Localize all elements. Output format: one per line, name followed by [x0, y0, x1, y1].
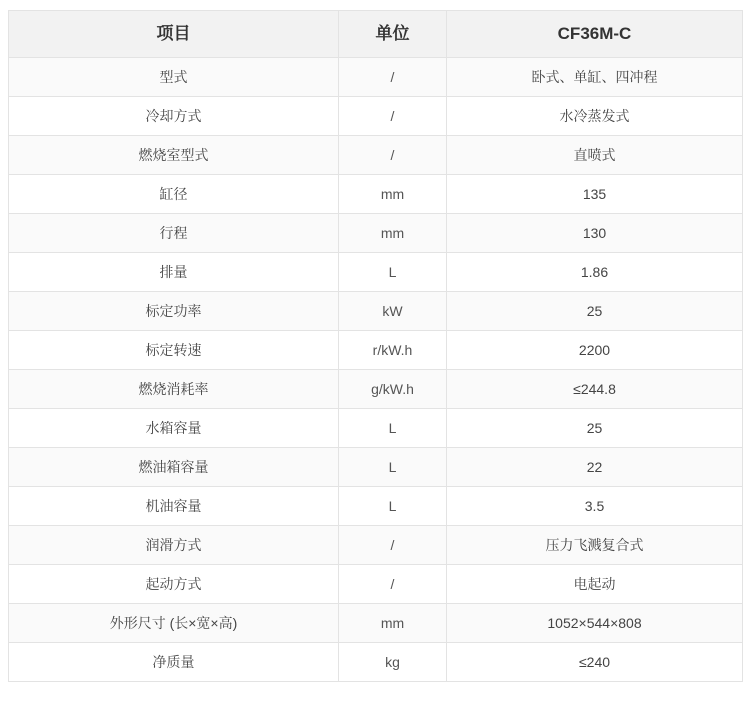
- cell-value: ≤240: [447, 643, 743, 682]
- cell-item-name: 水箱容量: [9, 409, 339, 448]
- specification-table: [8, 10, 743, 682]
- table-body: [9, 58, 743, 682]
- cell-unit: /: [339, 526, 447, 565]
- cell-item-name: 标定转速: [9, 331, 339, 370]
- cell-unit: L: [339, 487, 447, 526]
- cell-item-name: 起动方式: [9, 565, 339, 604]
- cell-value: ≤244.8: [447, 370, 743, 409]
- cell-item-name: 外形尺寸 (长×宽×高): [9, 604, 339, 643]
- cell-unit: /: [339, 565, 447, 604]
- cell-value: 压力飞溅复合式: [447, 526, 743, 565]
- cell-value: 130: [447, 214, 743, 253]
- cell-value: 卧式、单缸、四冲程: [447, 58, 743, 97]
- cell-unit: kg: [339, 643, 447, 682]
- table-row: [9, 565, 743, 604]
- cell-item-name: 机油容量: [9, 487, 339, 526]
- cell-unit: L: [339, 448, 447, 487]
- table-row: [9, 136, 743, 175]
- table-row: [9, 292, 743, 331]
- cell-unit: kW: [339, 292, 447, 331]
- cell-value: 2200: [447, 331, 743, 370]
- column-header-unit: 单位: [339, 11, 447, 58]
- table-row: [9, 97, 743, 136]
- table-row: [9, 175, 743, 214]
- table-header-row: [9, 11, 743, 58]
- cell-item-name: 燃油箱容量: [9, 448, 339, 487]
- cell-unit: mm: [339, 214, 447, 253]
- column-header-model: CF36M-C: [447, 11, 743, 58]
- cell-item-name: 行程: [9, 214, 339, 253]
- cell-item-name: 排量: [9, 253, 339, 292]
- table-row: [9, 448, 743, 487]
- table-row: [9, 214, 743, 253]
- cell-unit: mm: [339, 604, 447, 643]
- cell-value: 25: [447, 409, 743, 448]
- cell-item-name: 润滑方式: [9, 526, 339, 565]
- column-header-item: 项目: [9, 11, 339, 58]
- cell-value: 电起动: [447, 565, 743, 604]
- cell-unit: L: [339, 409, 447, 448]
- table-row: [9, 526, 743, 565]
- cell-value: 135: [447, 175, 743, 214]
- table-row: [9, 604, 743, 643]
- cell-item-name: 冷却方式: [9, 97, 339, 136]
- cell-value: 水冷蒸发式: [447, 97, 743, 136]
- cell-value: 1052×544×808: [447, 604, 743, 643]
- cell-item-name: 型式: [9, 58, 339, 97]
- cell-item-name: 缸径: [9, 175, 339, 214]
- table-row: [9, 58, 743, 97]
- table-row: [9, 487, 743, 526]
- cell-item-name: 标定功率: [9, 292, 339, 331]
- cell-value: 3.5: [447, 487, 743, 526]
- cell-item-name: 净质量: [9, 643, 339, 682]
- cell-value: 25: [447, 292, 743, 331]
- table-row: [9, 409, 743, 448]
- table-row: [9, 253, 743, 292]
- cell-item-name: 燃烧消耗率: [9, 370, 339, 409]
- cell-unit: /: [339, 58, 447, 97]
- table-row: [9, 331, 743, 370]
- cell-unit: g/kW.h: [339, 370, 447, 409]
- table-header: [9, 11, 743, 58]
- table-row: [9, 643, 743, 682]
- cell-value: 1.86: [447, 253, 743, 292]
- cell-value: 直喷式: [447, 136, 743, 175]
- cell-item-name: 燃烧室型式: [9, 136, 339, 175]
- cell-unit: /: [339, 136, 447, 175]
- cell-unit: /: [339, 97, 447, 136]
- cell-unit: mm: [339, 175, 447, 214]
- cell-value: 22: [447, 448, 743, 487]
- cell-unit: r/kW.h: [339, 331, 447, 370]
- cell-unit: L: [339, 253, 447, 292]
- table-row: [9, 370, 743, 409]
